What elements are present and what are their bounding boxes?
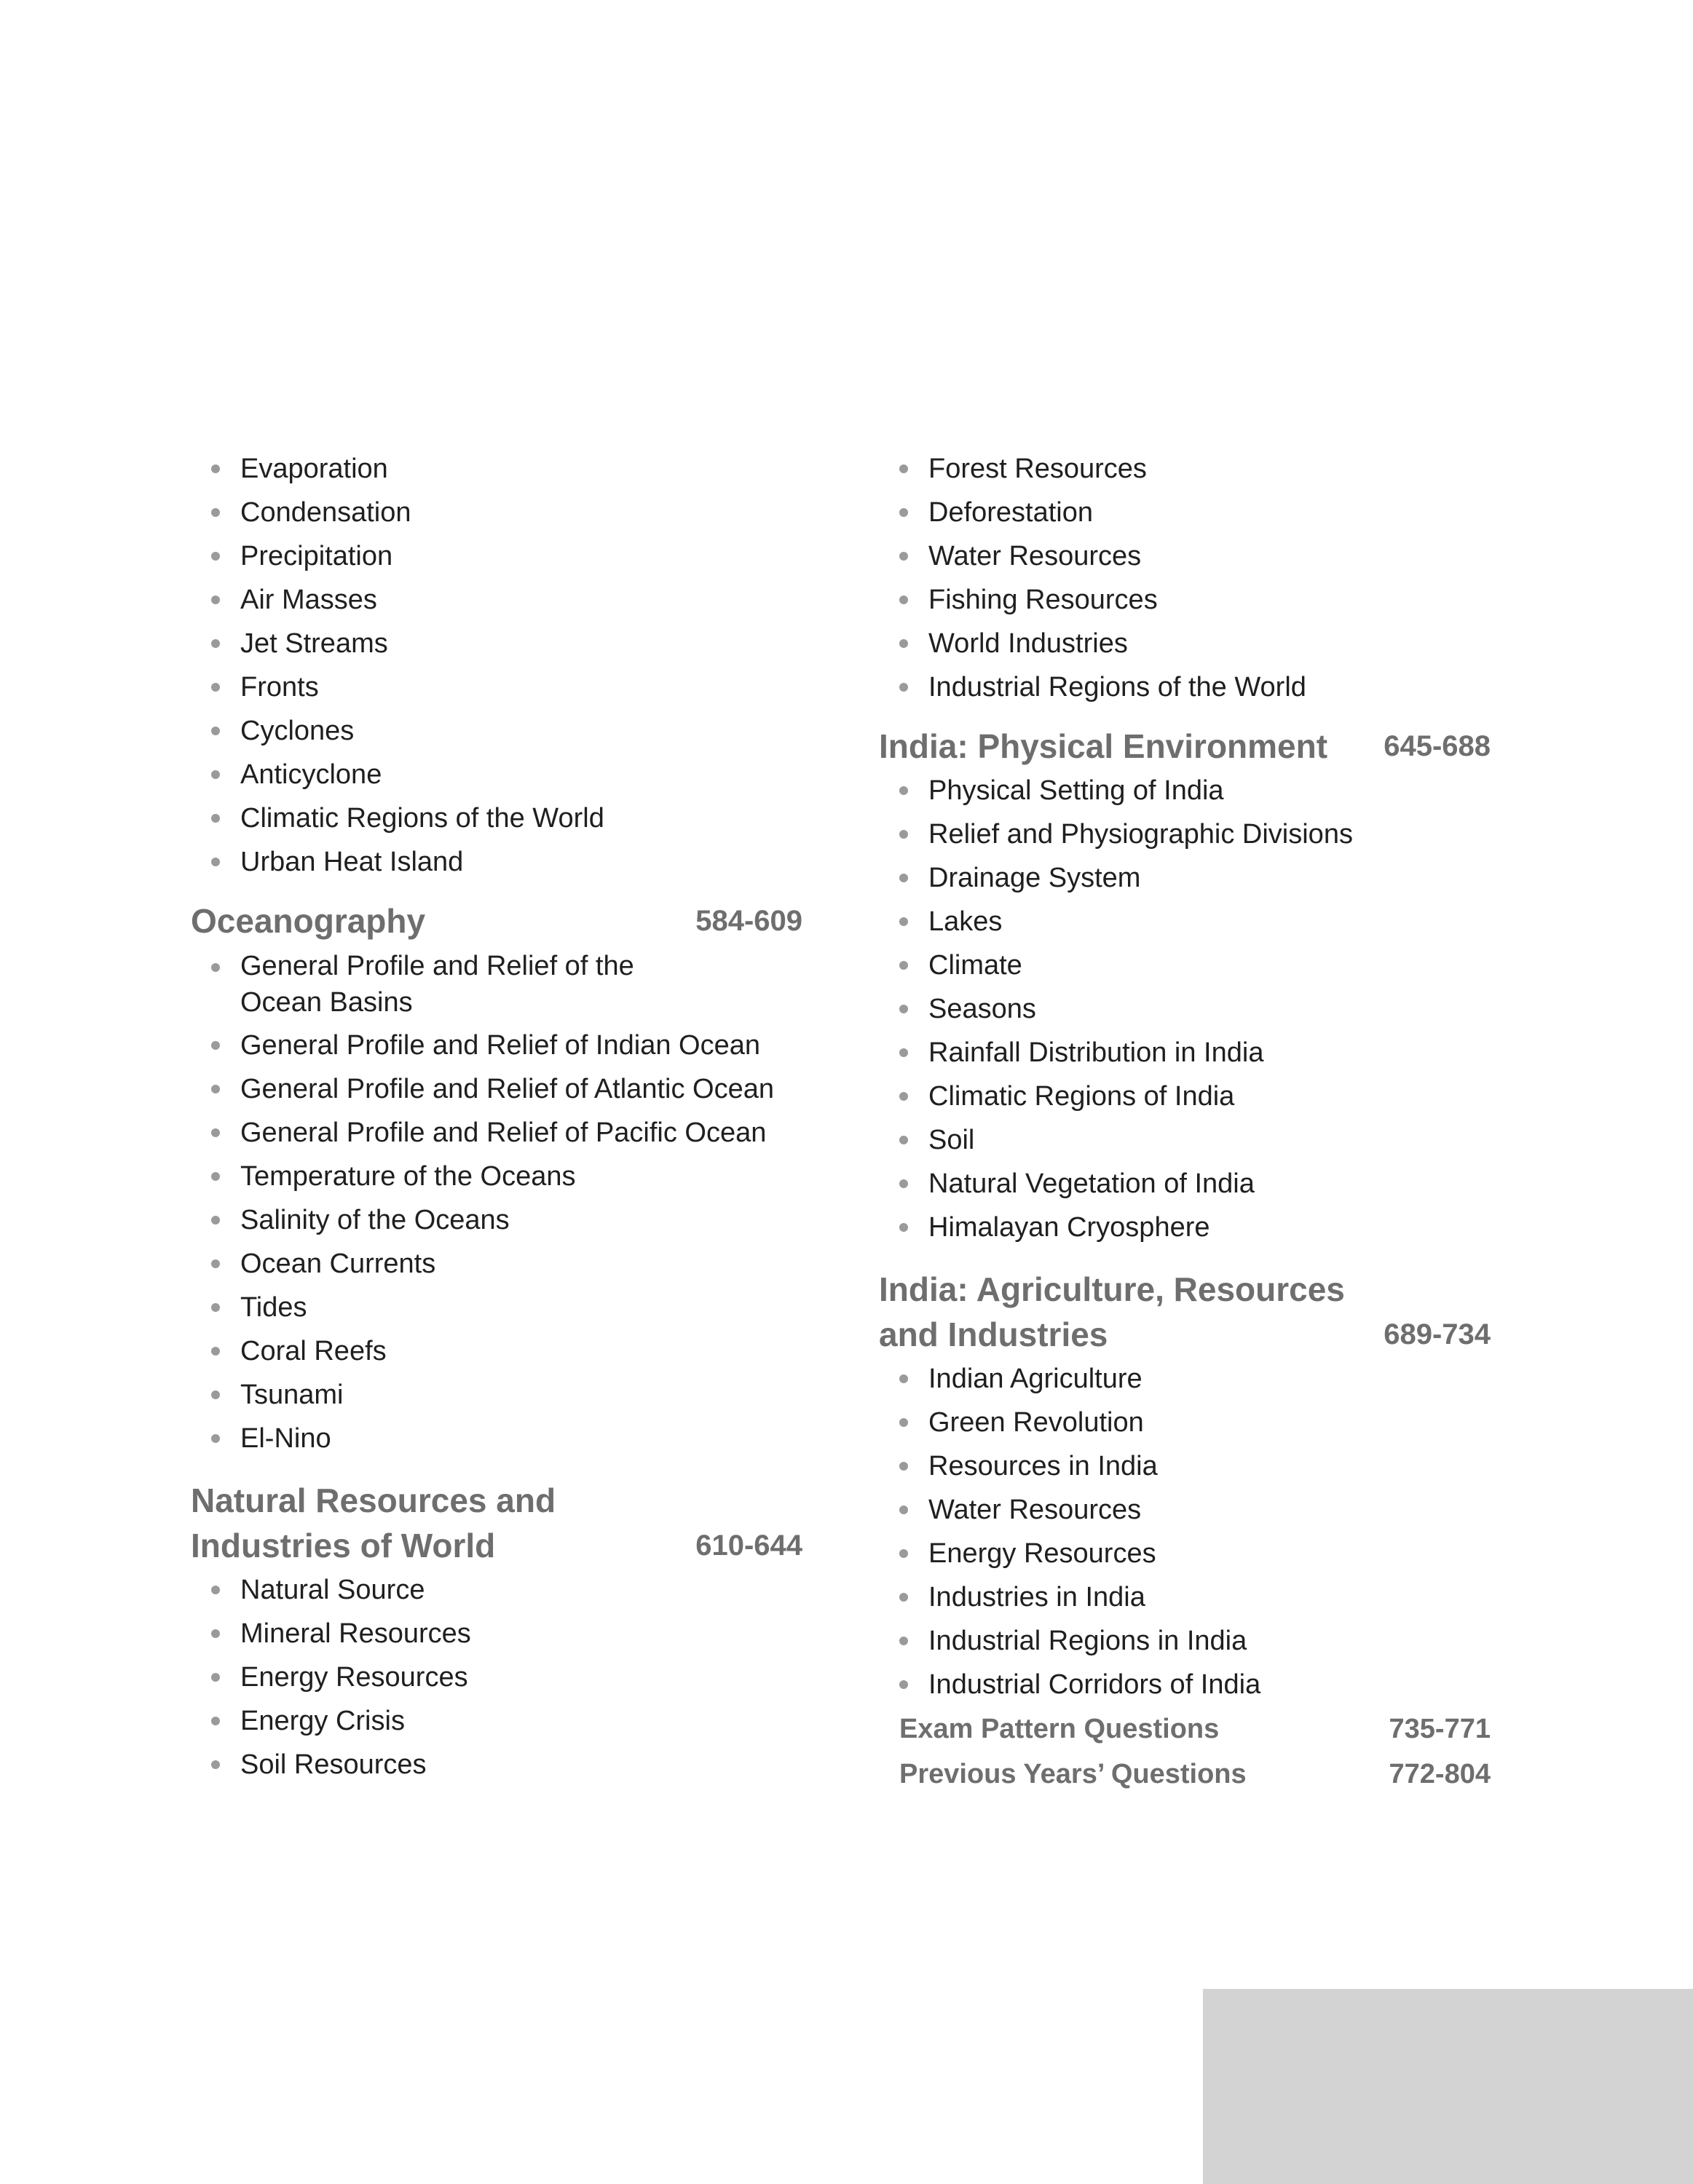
bullet-icon xyxy=(899,1005,908,1013)
list-item: Condensation xyxy=(191,491,802,534)
bullet-icon xyxy=(211,683,220,692)
list-item: Fishing Resources xyxy=(879,578,1491,622)
bullet-icon xyxy=(211,639,220,648)
corner-gray-block xyxy=(1203,1989,1693,2184)
left-intro-list xyxy=(191,447,802,884)
list-item: Energy Crisis xyxy=(191,1699,802,1743)
page-range: 735-771 xyxy=(1389,1714,1491,1744)
bullet-icon xyxy=(899,1223,908,1232)
page-range: 772-804 xyxy=(1389,1759,1491,1789)
bullet-icon xyxy=(899,683,908,692)
bullet-icon xyxy=(211,1717,220,1725)
bullet-icon xyxy=(211,814,220,823)
section-title: India: Agriculture, Resources and Industries xyxy=(879,1270,1345,1353)
list-item: Soil xyxy=(879,1118,1491,1162)
entry-label: Exam Pattern Questions xyxy=(899,1714,1220,1744)
bullet-icon xyxy=(899,1374,908,1383)
bullet-icon xyxy=(899,961,908,970)
bullet-icon xyxy=(211,1172,220,1181)
bullet-icon xyxy=(899,917,908,926)
list-item: Natural Vegetation of India xyxy=(879,1162,1491,1206)
section-title: Natural Resources and Industries of World xyxy=(191,1481,556,1564)
oceanography-list xyxy=(191,943,802,1460)
bullet-icon xyxy=(211,1629,220,1638)
bullet-icon xyxy=(211,858,220,866)
list-item: Climate xyxy=(879,943,1491,987)
bullet-icon xyxy=(211,1347,220,1356)
list-item: Rainfall Distribution in India xyxy=(879,1031,1491,1075)
bullet-icon xyxy=(899,1680,908,1689)
bullet-icon xyxy=(899,830,908,839)
bullet-icon xyxy=(211,508,220,517)
page-range: 610-644 xyxy=(695,1530,802,1562)
list-item: Industries in India xyxy=(879,1575,1491,1619)
list-item: Ocean Currents xyxy=(191,1242,802,1286)
list-item: Climatic Regions of India xyxy=(879,1075,1491,1118)
bullet-icon xyxy=(899,1136,908,1144)
list-item: Precipitation xyxy=(191,534,802,578)
bullet-icon xyxy=(899,1637,908,1645)
list-item: Drainage System xyxy=(879,856,1491,900)
bullet-icon xyxy=(211,770,220,779)
bullet-icon xyxy=(211,1085,220,1093)
bullet-icon xyxy=(899,1462,908,1471)
list-item: Anticyclone xyxy=(191,753,802,796)
bullet-icon xyxy=(899,464,908,473)
list-item: Relief and Physiographic Divisions xyxy=(879,812,1491,856)
left-column xyxy=(191,447,802,1787)
list-item: Water Resources xyxy=(879,1488,1491,1532)
bullet-icon xyxy=(899,1549,908,1558)
list-item: World Industries xyxy=(879,622,1491,665)
page-range: 584-609 xyxy=(695,905,802,937)
list-item: El-Nino xyxy=(191,1417,802,1460)
bullet-icon xyxy=(211,1760,220,1769)
bullet-icon xyxy=(211,1586,220,1594)
bullet-icon xyxy=(211,1259,220,1268)
section-heading-india-physical xyxy=(879,724,1491,769)
bullet-icon xyxy=(899,1506,908,1514)
list-item: Fronts xyxy=(191,665,802,709)
list-item: Salinity of the Oceans xyxy=(191,1198,802,1242)
section-title: Oceanography xyxy=(191,902,426,940)
list-item: Evaporation xyxy=(191,447,802,491)
section-heading-india-agriculture xyxy=(879,1267,1491,1357)
bullet-icon xyxy=(211,464,220,473)
bullet-icon xyxy=(899,786,908,795)
bullet-icon xyxy=(211,1434,220,1443)
list-item: Cyclones xyxy=(191,709,802,753)
section-title: India: Physical Environment xyxy=(879,727,1328,765)
list-item: Temperature of the Oceans xyxy=(191,1155,802,1198)
list-item: Industrial Corridors of India xyxy=(879,1663,1491,1706)
bullet-icon xyxy=(899,1418,908,1427)
list-item: Industrial Regions in India xyxy=(879,1619,1491,1663)
list-item: Indian Agriculture xyxy=(879,1357,1491,1401)
list-item: Climatic Regions of the World xyxy=(191,796,802,840)
bullet-icon xyxy=(899,1092,908,1101)
bullet-icon xyxy=(899,874,908,882)
bullet-icon xyxy=(211,963,220,972)
bullet-icon xyxy=(899,552,908,561)
page-range: 689-734 xyxy=(1384,1318,1491,1350)
list-item: Coral Reefs xyxy=(191,1329,802,1373)
list-item: Tsunami xyxy=(191,1373,802,1417)
list-item: Resources in India xyxy=(879,1444,1491,1488)
list-item: Jet Streams xyxy=(191,622,802,665)
list-item: Deforestation xyxy=(879,491,1491,534)
list-item: Energy Resources xyxy=(879,1532,1491,1575)
list-item: General Profile and Relief of Pacific Ocean xyxy=(191,1111,802,1155)
bullet-icon xyxy=(899,1593,908,1602)
natural-resources-list xyxy=(191,1568,802,1787)
list-item: Himalayan Cryosphere xyxy=(879,1206,1491,1249)
section-heading-natural-resources xyxy=(191,1478,802,1568)
list-item: Soil Resources xyxy=(191,1743,802,1787)
list-item: General Profile and Relief of Atlantic Ocean xyxy=(191,1067,802,1111)
list-item: Mineral Resources xyxy=(191,1612,802,1655)
list-item: Green Revolution xyxy=(879,1401,1491,1444)
section-heading-oceanography xyxy=(191,898,802,943)
list-item: Energy Resources xyxy=(191,1655,802,1699)
list-item: Industrial Regions of the World xyxy=(879,665,1491,709)
bullet-icon xyxy=(211,727,220,735)
bullet-icon xyxy=(899,508,908,517)
list-item: Tides xyxy=(191,1286,802,1329)
list-item: Lakes xyxy=(879,900,1491,943)
previous-years-entry xyxy=(879,1752,1491,1797)
bullet-icon xyxy=(211,552,220,561)
bullet-icon xyxy=(899,1048,908,1057)
bullet-icon xyxy=(211,1128,220,1137)
right-column xyxy=(879,447,1491,1797)
list-item: General Profile and Relief of Indian Ocean xyxy=(191,1024,802,1067)
bullet-icon xyxy=(211,1041,220,1050)
right-intro-list xyxy=(879,447,1491,709)
bullet-icon xyxy=(211,1673,220,1682)
list-item: Urban Heat Island xyxy=(191,840,802,884)
list-item: Air Masses xyxy=(191,578,802,622)
list-item: Water Resources xyxy=(879,534,1491,578)
bullet-icon xyxy=(211,596,220,604)
bullet-icon xyxy=(899,1179,908,1188)
bullet-icon xyxy=(899,596,908,604)
bullet-icon xyxy=(211,1303,220,1312)
list-item: Natural Source xyxy=(191,1568,802,1612)
india-agriculture-list xyxy=(879,1357,1491,1706)
list-item: Forest Resources xyxy=(879,447,1491,491)
list-item: Physical Setting of India xyxy=(879,769,1491,812)
entry-label: Previous Years’ Questions xyxy=(899,1759,1247,1789)
page-range: 645-688 xyxy=(1384,730,1491,762)
bullet-icon xyxy=(211,1390,220,1399)
exam-pattern-entry xyxy=(879,1706,1491,1752)
bullet-icon xyxy=(899,639,908,648)
india-physical-list xyxy=(879,769,1491,1249)
list-item: General Profile and Relief of the Ocean Basins xyxy=(191,943,802,1024)
list-item: Seasons xyxy=(879,987,1491,1031)
bullet-icon xyxy=(211,1216,220,1224)
